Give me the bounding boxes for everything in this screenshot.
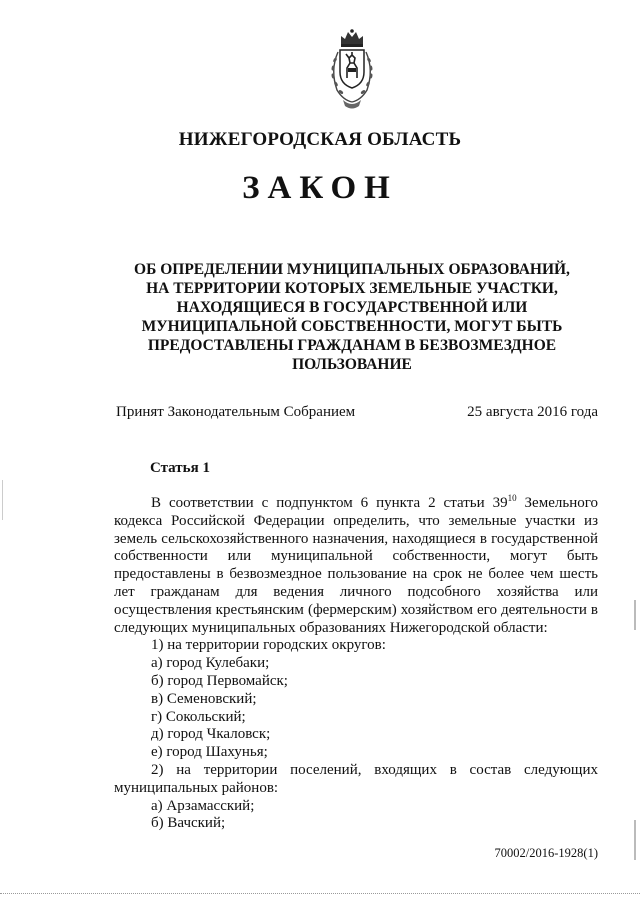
law-title bbox=[110, 260, 594, 374]
list-item: г) Сокольский; bbox=[151, 708, 246, 725]
intro-text-continued: Земельного кодекса Российской Федерации определить, что земельные участки из земель сельскохозяйственного назначения, находящиеся в государственной собственности или муниципальной собственности, могут быть предоставлены в безвозмездное пользование на срок не более чем шесть лет гражданам для ведения личного подсобного хозяйства или осуществления крестьянским (фермерским) хозяйством его деятельности в следующих муниципальных образованиях Нижегородской области: bbox=[114, 495, 598, 636]
region-name: НИЖЕГОРОДСКАЯ ОБЛАСТЬ bbox=[178, 129, 462, 150]
scan-edge-mark bbox=[634, 600, 636, 630]
document-number: 70002/2016-1928(1) bbox=[494, 846, 598, 860]
list-item: а) город Кулебаки; bbox=[151, 655, 270, 672]
list-item: б) Вачский; bbox=[151, 815, 226, 832]
article-body bbox=[114, 490, 598, 833]
law-title-line: ПРЕДОСТАВЛЕНЫ ГРАЖДАНАМ В БЕЗВОЗМЕЗДНОЕ bbox=[147, 337, 557, 354]
law-title-line: МУНИЦИПАЛЬНОЙ СОБСТВЕННОСТИ, МОГУТ БЫТЬ bbox=[141, 318, 563, 335]
list-item: в) Семеновский; bbox=[151, 690, 257, 707]
law-title-line: НАХОДЯЩИЕСЯ В ГОСУДАРСТВЕННОЙ ИЛИ bbox=[176, 299, 528, 316]
intro-text: В соответствии с подпунктом 6 пункта 2 статьи 39 bbox=[151, 495, 508, 511]
adopted-by: Принят Законодательным Собранием bbox=[116, 404, 356, 420]
article-number-superscript: 10 bbox=[507, 493, 517, 503]
article-heading: Статья 1 bbox=[150, 460, 210, 476]
scan-edge-mark bbox=[2, 480, 3, 520]
document-type: ЗАКОН bbox=[242, 170, 398, 206]
list-item: д) город Чкаловск; bbox=[151, 726, 271, 743]
list-item: 2) на территории поселений, входящих в состав следующих муниципальных районов: bbox=[114, 761, 598, 796]
law-title-line: ПОЛЬЗОВАНИЕ bbox=[292, 356, 412, 373]
article-intro bbox=[114, 490, 598, 637]
coat-of-arms-icon bbox=[327, 28, 377, 112]
scan-edge-dots bbox=[0, 893, 640, 895]
adoption-line bbox=[116, 404, 598, 421]
law-title-line: ОБ ОПРЕДЕЛЕНИИ МУНИЦИПАЛЬНЫХ ОБРАЗОВАНИЙ, bbox=[134, 261, 570, 278]
list-item: б) город Первомайск; bbox=[151, 672, 288, 689]
law-title-line: НА ТЕРРИТОРИИ КОТОРЫХ ЗЕМЕЛЬНЫЕ УЧАСТКИ, bbox=[146, 280, 558, 297]
list-item: а) Арзамасский; bbox=[151, 797, 255, 814]
list-item: 1) на территории городских округов: bbox=[151, 637, 386, 654]
adoption-date: 25 августа 2016 года bbox=[467, 404, 598, 420]
scan-edge-mark bbox=[634, 820, 636, 860]
list-item: е) город Шахунья; bbox=[151, 744, 268, 761]
